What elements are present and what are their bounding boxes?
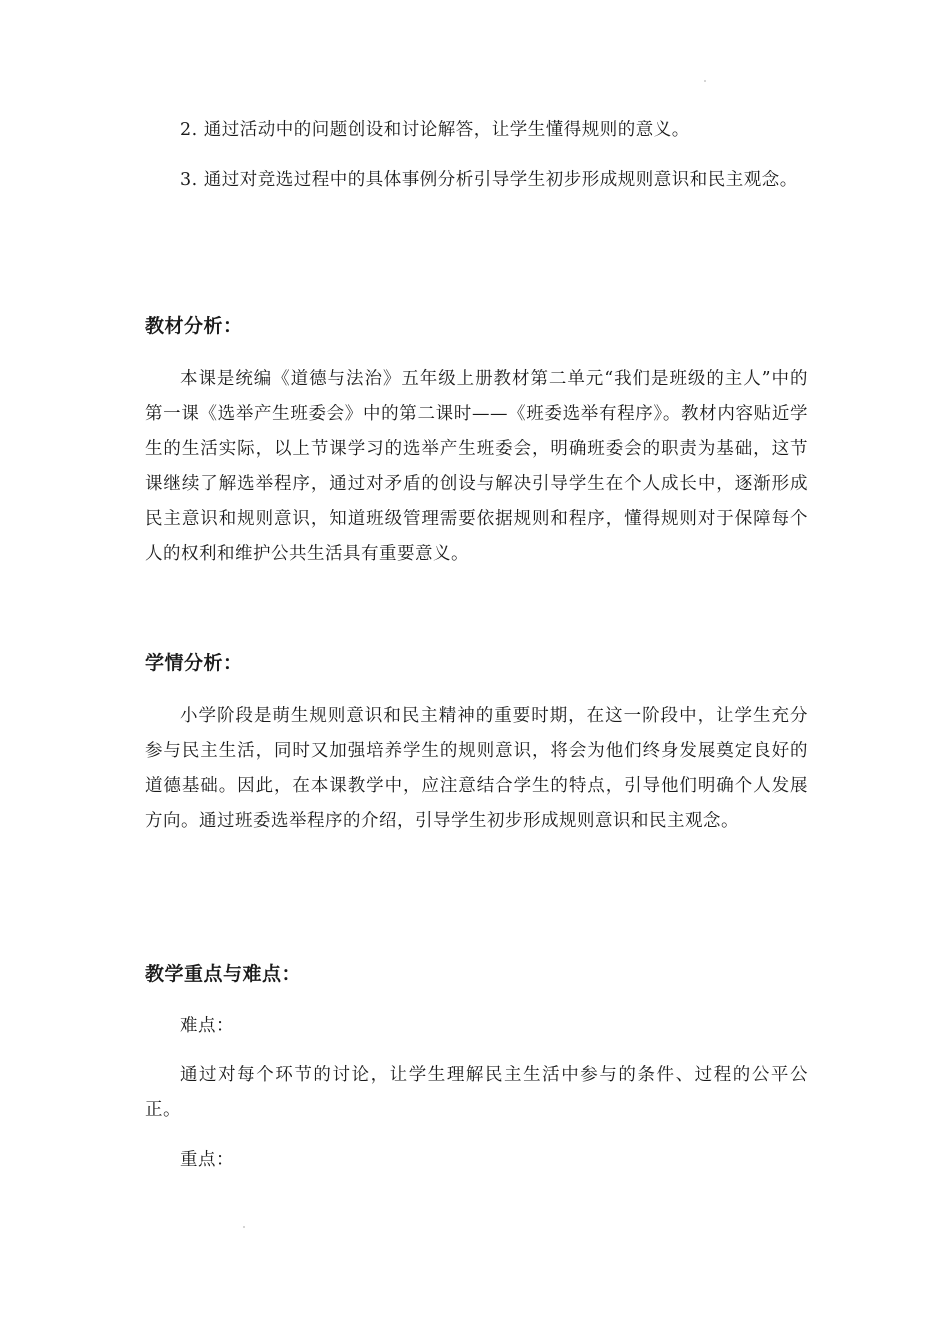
objective-item-2: 2. 通过活动中的问题创设和讨论解答，让学生懂得规则的意义。 bbox=[180, 120, 690, 140]
student-analysis-heading: 学情分析： bbox=[145, 652, 243, 674]
scan-dot bbox=[243, 1226, 245, 1228]
textbook-analysis-heading: 教材分析： bbox=[145, 315, 243, 337]
focus-label: 重点： bbox=[180, 1150, 234, 1170]
objective-item-3: 3. 通过对竞选过程中的具体事例分析引导学生初步形成规则意识和民主观念。 bbox=[180, 170, 798, 190]
student-analysis-body: 小学阶段是萌生规则意识和民主精神的重要时期，在这一阶段中，让学生充分参与民主生活，同时又加强培养学生的规则意识，将会为他们终身发展奠定良好的道德基础。因此，在本课教学中，应注意结合学生的特点，引导他们明确个人发展方向。通过班委选举程序的介绍，引导学生初步形成规则意识和民主观念。 bbox=[145, 706, 808, 831]
difficulty-label: 难点： bbox=[180, 1016, 234, 1036]
textbook-analysis-body: 本课是统编《道德与法治》五年级上册教材第二单元“我们是班级的主人”中的第一课《选举产生班委会》中的第二课时——《班委选举有程序》。教材内容贴近学生的生活实际，以上节课学习的选举产生班委会，明确班委会的职责为基础，这节课继续了解选举程序，通过对矛盾的创设与解决引导学生在个人成长中，逐渐形成民主意识和规则意识，知道班级管理需要依据规则和程序，懂得规则对于保障每个人的权利和维护公共生活具有重要意义。 bbox=[145, 369, 808, 564]
scan-dot bbox=[704, 80, 706, 82]
difficulty-body: 通过对每个环节的讨论，让学生理解民主生活中参与的条件、过程的公平公正。 bbox=[145, 1065, 808, 1120]
key-points-heading: 教学重点与难点： bbox=[145, 963, 302, 985]
